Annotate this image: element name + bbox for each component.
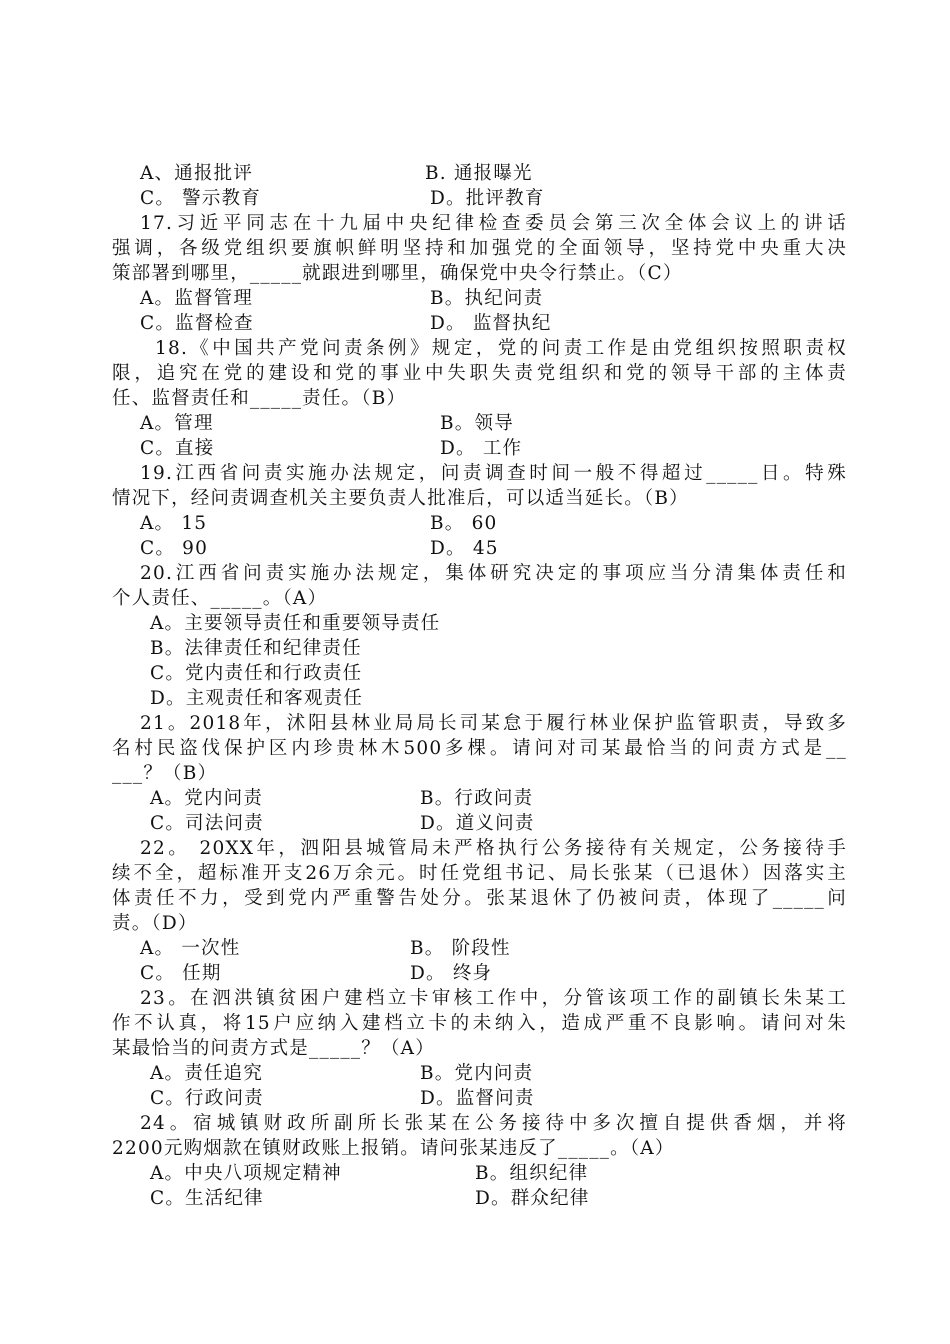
option-a: A。 15 bbox=[140, 513, 208, 534]
option-a: A。主要领导责任和重要领导责任 bbox=[150, 613, 441, 634]
question-22-line-2: 续不全，超标准开支26万余元。时任党组书记、局长张某（已退休）因落实主 bbox=[112, 863, 847, 884]
option-c: C。司法问责 bbox=[150, 813, 264, 834]
option-c: C。党内责任和行政责任 bbox=[150, 663, 363, 684]
option-b: B. 通报曝光 bbox=[425, 163, 533, 184]
option-d: D。主观责任和客观责任 bbox=[150, 688, 364, 709]
option-c: C。直接 bbox=[140, 438, 215, 459]
question-18-line-2: 限，追究在党的建设和党的事业中失职失责党组织和党的领导干部的主体责 bbox=[112, 363, 847, 384]
question-19-line-2: 情况下，经问责调查机关主要负责人批准后，可以适当延长。（B） bbox=[112, 488, 689, 509]
option-d: D。道义问责 bbox=[420, 813, 535, 834]
option-b: B。 60 bbox=[430, 513, 498, 534]
option-b: B。组织纪律 bbox=[475, 1163, 589, 1184]
option-a: A。管理 bbox=[140, 413, 214, 434]
question-18-line-3: 任、监督责任和_____责任。（B） bbox=[112, 388, 407, 409]
question-23-line-1: 23。在泗洪镇贫困户建档立卡审核工作中，分管该项工作的副镇长朱某工 bbox=[140, 988, 847, 1009]
question-21-line-3: ___？（B） bbox=[112, 763, 218, 784]
option-c: C。 90 bbox=[140, 538, 209, 559]
question-24-line-2: 2200元购烟款在镇财政账上报销。请问张某违反了_____。（A） bbox=[112, 1138, 675, 1159]
option-d: D。 监督执纪 bbox=[430, 313, 552, 334]
option-a: A。 一次性 bbox=[140, 938, 241, 959]
option-b: B。执纪问责 bbox=[430, 288, 544, 309]
option-d: D。群众纪律 bbox=[475, 1188, 590, 1209]
question-18-line-1: 18.《中国共产党问责条例》规定，党的问责工作是由党组织按照职责权 bbox=[155, 338, 847, 359]
question-22-line-4: 责。（D） bbox=[112, 913, 198, 934]
question-21-line-2: 名村民盗伐保护区内珍贵林木500多棵。请问对司某最恰当的问责方式是__ bbox=[112, 738, 847, 759]
option-a: A。党内问责 bbox=[150, 788, 264, 809]
option-c: C。 任期 bbox=[140, 963, 222, 984]
question-21-line-1: 21。2018年，沭阳县林业局局长司某怠于履行林业保护监管职责，导致多 bbox=[140, 713, 847, 734]
question-19-line-1: 19.江西省问责实施办法规定，问责调查时间一般不得超过_____日。特殊 bbox=[140, 463, 847, 484]
option-d: D。 终身 bbox=[410, 963, 493, 984]
option-b: B。领导 bbox=[440, 413, 514, 434]
question-23-line-3: 某最恰当的问责方式是_____？（A） bbox=[112, 1038, 435, 1059]
question-22-line-3: 体责任不力，受到党内严重警告处分。张某退休了仍被问责，体现了_____问 bbox=[112, 888, 847, 909]
question-17-line-3: 策部署到哪里，_____就跟进到哪里，确保党中央令行禁止。（C） bbox=[112, 263, 683, 284]
option-a: A、通报批评 bbox=[140, 163, 254, 184]
option-d: D。 45 bbox=[430, 538, 499, 559]
option-c: C。行政问责 bbox=[150, 1088, 264, 1109]
option-d: D。 工作 bbox=[440, 438, 523, 459]
option-a: A。责任追究 bbox=[150, 1063, 264, 1084]
option-c: C。监督检查 bbox=[140, 313, 254, 334]
option-b: B。 阶段性 bbox=[410, 938, 511, 959]
option-b: B。法律责任和纪律责任 bbox=[150, 638, 362, 659]
question-20-line-2: 个人责任、_____。（A） bbox=[112, 588, 328, 609]
option-b: B。行政问责 bbox=[420, 788, 534, 809]
option-d: D。监督问责 bbox=[420, 1088, 535, 1109]
option-c: C。 警示教育 bbox=[140, 188, 261, 209]
option-a: A。中央八项规定精神 bbox=[150, 1163, 342, 1184]
question-20-line-1: 20.江西省问责实施办法规定，集体研究决定的事项应当分清集体责任和 bbox=[140, 563, 847, 584]
option-d: D。批评教育 bbox=[430, 188, 545, 209]
question-17-line-1: 17.习近平同志在十九届中央纪律检查委员会第三次全体会议上的讲话 bbox=[140, 213, 847, 234]
question-17-line-2: 强调，各级党组织要旗帜鲜明坚持和加强党的全面领导，坚持党中央重大决 bbox=[112, 238, 847, 259]
option-c: C。生活纪律 bbox=[150, 1188, 264, 1209]
option-a: A。监督管理 bbox=[140, 288, 254, 309]
question-23-line-2: 作不认真，将15户应纳入建档立卡的未纳入，造成严重不良影响。请问对朱 bbox=[112, 1013, 847, 1034]
option-b: B。党内问责 bbox=[420, 1063, 534, 1084]
question-22-line-1: 22。 20XX年，泗阳县城管局未严格执行公务接待有关规定，公务接待手 bbox=[140, 838, 847, 859]
question-24-line-1: 24。宿城镇财政所副所长张某在公务接待中多次擅自提供香烟，并将 bbox=[140, 1113, 847, 1134]
